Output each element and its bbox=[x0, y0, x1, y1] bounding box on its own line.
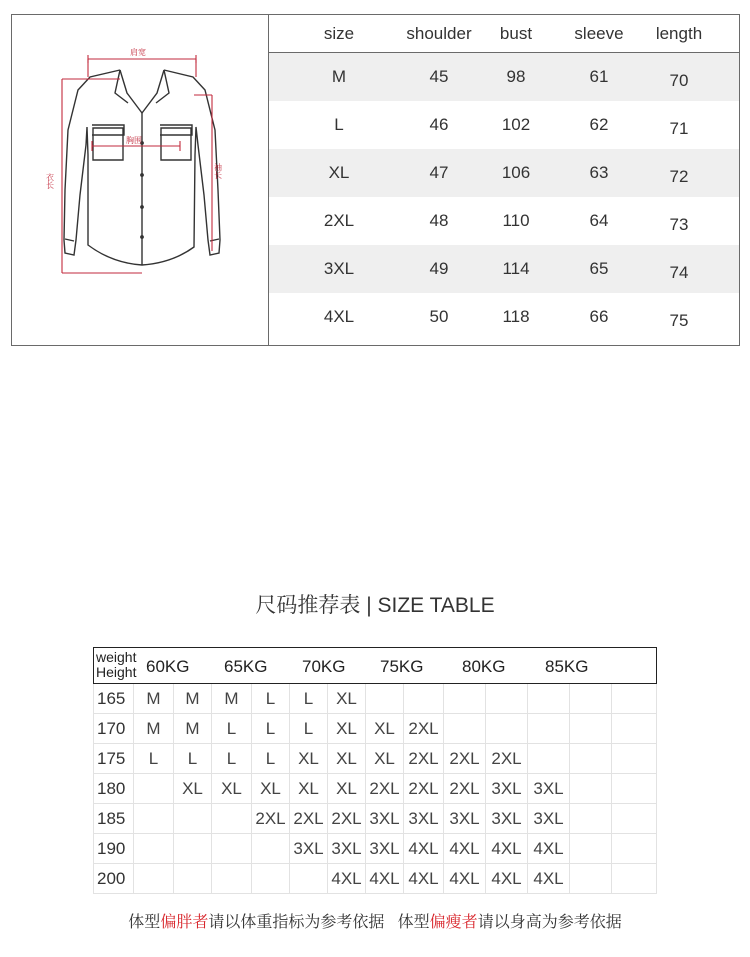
size-cell: XL bbox=[211, 774, 251, 803]
size-cell: 2XL bbox=[403, 774, 443, 803]
size-cell bbox=[173, 804, 211, 833]
size-cell: 3XL bbox=[485, 774, 527, 803]
measurement-shoulder-cell: 47 bbox=[429, 163, 449, 182]
height-label: 170 bbox=[93, 714, 133, 743]
measurement-header-row bbox=[269, 15, 739, 53]
size-cell bbox=[365, 684, 403, 713]
size-cell: L bbox=[211, 744, 251, 773]
size-cell bbox=[173, 864, 211, 893]
measurement-sleeve-cell: 64 bbox=[589, 211, 609, 230]
size-cell bbox=[403, 684, 443, 713]
label-sleeve: 袖长 bbox=[213, 163, 223, 179]
measurement-size-cell: M bbox=[331, 67, 347, 86]
size-cell bbox=[569, 744, 611, 773]
size-cell: 3XL bbox=[485, 804, 527, 833]
grid-edge bbox=[656, 744, 657, 773]
size-cell: 3XL bbox=[527, 774, 569, 803]
measurement-bust-cell: 114 bbox=[502, 259, 530, 278]
size-cell: 3XL bbox=[403, 804, 443, 833]
size-cell bbox=[569, 714, 611, 743]
size-cell: L bbox=[173, 744, 211, 773]
size-cell: 4XL bbox=[485, 834, 527, 863]
size-cell: L bbox=[251, 714, 289, 743]
measurement-bust-cell: 98 bbox=[506, 67, 526, 86]
size-cell bbox=[611, 864, 657, 893]
measurement-size-cell: 3XL bbox=[323, 259, 355, 278]
measurement-length-cell: 74 bbox=[669, 263, 689, 282]
size-cell: 4XL bbox=[365, 864, 403, 893]
shirt-diagram bbox=[12, 15, 269, 345]
shirt-outline bbox=[64, 70, 220, 265]
weight-85: 85KG bbox=[545, 657, 589, 676]
label-length: 衣长 bbox=[45, 173, 55, 189]
size-cell: 2XL bbox=[365, 774, 403, 803]
size-cell: L bbox=[251, 744, 289, 773]
height-label: 190 bbox=[93, 834, 133, 863]
size-cell: 3XL bbox=[327, 834, 365, 863]
footer-part1: 体型 bbox=[128, 914, 161, 931]
measurement-sleeve-cell: 63 bbox=[589, 163, 609, 182]
measurement-length-cell: 75 bbox=[669, 311, 689, 330]
measurement-size-cell: L bbox=[334, 115, 344, 134]
size-cell bbox=[611, 804, 657, 833]
size-cell: 3XL bbox=[365, 804, 403, 833]
measurement-length-cell: 71 bbox=[669, 119, 689, 138]
size-cell: M bbox=[133, 684, 173, 713]
size-cell: XL bbox=[327, 684, 365, 713]
size-cell bbox=[569, 834, 611, 863]
measurement-row bbox=[269, 293, 739, 341]
weight-75: 75KG bbox=[380, 657, 424, 676]
weight-70: 70KG bbox=[302, 657, 346, 676]
size-cell: 2XL bbox=[403, 744, 443, 773]
header-length: length bbox=[655, 23, 703, 43]
measurement-guides bbox=[62, 55, 212, 273]
size-cell bbox=[611, 744, 657, 773]
size-cell: 2XL bbox=[251, 804, 289, 833]
height-label: 180 bbox=[93, 774, 133, 803]
size-cell bbox=[251, 864, 289, 893]
measurement-size-cell: 2XL bbox=[323, 211, 355, 230]
size-cell bbox=[443, 684, 485, 713]
height-row bbox=[93, 834, 657, 864]
measurement-shoulder-cell: 49 bbox=[429, 259, 449, 278]
size-cell bbox=[569, 684, 611, 713]
weight-60: 60KG bbox=[146, 657, 190, 676]
measurement-size-cell: 4XL bbox=[323, 307, 355, 326]
grid-edge bbox=[656, 684, 657, 713]
grid-edge bbox=[656, 804, 657, 833]
size-cell: XL bbox=[365, 714, 403, 743]
footer-part5: 请以身高为参考依据 bbox=[477, 914, 622, 931]
size-cell: 4XL bbox=[443, 864, 485, 893]
height-label: 200 bbox=[93, 864, 133, 893]
size-cell: 2XL bbox=[443, 744, 485, 773]
weight-80: 80KG bbox=[462, 657, 506, 676]
size-cell bbox=[443, 714, 485, 743]
size-cell: 2XL bbox=[443, 774, 485, 803]
size-cell: XL bbox=[327, 774, 365, 803]
height-row bbox=[93, 864, 657, 894]
size-table-title: 尺码推荐表 | SIZE TABLE bbox=[255, 594, 495, 617]
size-cell: 4XL bbox=[443, 834, 485, 863]
measurement-row bbox=[269, 101, 739, 149]
size-cell: XL bbox=[327, 744, 365, 773]
header-sleeve: sleeve bbox=[574, 23, 624, 43]
size-cell: 3XL bbox=[289, 834, 327, 863]
size-cell bbox=[527, 684, 569, 713]
size-cell bbox=[173, 834, 211, 863]
size-cell bbox=[569, 864, 611, 893]
size-cell: 4XL bbox=[403, 834, 443, 863]
size-cell: XL bbox=[173, 774, 211, 803]
size-cell bbox=[527, 714, 569, 743]
size-cell: L bbox=[211, 714, 251, 743]
size-cell bbox=[211, 804, 251, 833]
measurement-shoulder-cell: 48 bbox=[429, 211, 449, 230]
weight-header-row bbox=[93, 647, 657, 684]
measurement-length-cell: 73 bbox=[669, 215, 689, 234]
size-cell bbox=[251, 834, 289, 863]
size-cell bbox=[485, 714, 527, 743]
height-label: 175 bbox=[93, 744, 133, 773]
shirt-illustration bbox=[12, 15, 268, 345]
label-bust: 胸围 bbox=[126, 136, 142, 145]
corner-height: Height bbox=[96, 664, 137, 680]
size-cell: M bbox=[133, 714, 173, 743]
measurement-shoulder-cell: 45 bbox=[429, 67, 449, 86]
size-cell: 2XL bbox=[327, 804, 365, 833]
footer-highlight-slim: 偏瘦者 bbox=[429, 914, 478, 931]
footer-note bbox=[0, 909, 750, 932]
size-cell: L bbox=[289, 684, 327, 713]
size-cell bbox=[133, 774, 173, 803]
header-shoulder: shoulder bbox=[406, 23, 472, 43]
size-cell bbox=[211, 834, 251, 863]
size-cell: XL bbox=[251, 774, 289, 803]
size-cell: XL bbox=[327, 714, 365, 743]
grid-edge bbox=[656, 864, 657, 893]
measurement-sleeve-cell: 62 bbox=[589, 115, 609, 134]
size-cell bbox=[289, 864, 327, 893]
measurement-row bbox=[269, 149, 739, 197]
height-label: 165 bbox=[93, 684, 133, 713]
size-cell bbox=[133, 804, 173, 833]
size-cell: 4XL bbox=[527, 834, 569, 863]
size-cell: XL bbox=[289, 744, 327, 773]
measurement-row bbox=[269, 197, 739, 245]
size-cell bbox=[485, 684, 527, 713]
height-row bbox=[93, 714, 657, 744]
footer-part3: 请以体重指标为参考依据 体型 bbox=[208, 914, 430, 931]
size-cell: 4XL bbox=[527, 864, 569, 893]
size-cell: 2XL bbox=[485, 744, 527, 773]
measurement-bust-cell: 110 bbox=[502, 211, 530, 230]
measurement-sleeve-cell: 61 bbox=[589, 67, 609, 86]
corner-label bbox=[96, 650, 136, 680]
height-row bbox=[93, 774, 657, 804]
height-row bbox=[93, 744, 657, 774]
size-cell bbox=[611, 774, 657, 803]
size-cell: M bbox=[173, 684, 211, 713]
size-cell bbox=[211, 864, 251, 893]
size-cell: 3XL bbox=[527, 804, 569, 833]
size-cell: 3XL bbox=[443, 804, 485, 833]
corner-weight: weight bbox=[96, 649, 137, 665]
height-row bbox=[93, 684, 657, 714]
size-cell: 4XL bbox=[403, 864, 443, 893]
measurement-bust-cell: 106 bbox=[501, 163, 531, 182]
size-cell: M bbox=[211, 684, 251, 713]
size-cell bbox=[611, 714, 657, 743]
measurement-length-cell: 72 bbox=[669, 167, 689, 186]
size-cell: M bbox=[173, 714, 211, 743]
size-cell bbox=[527, 744, 569, 773]
grid-edge bbox=[656, 834, 657, 863]
size-cell bbox=[133, 834, 173, 863]
measurement-row bbox=[269, 245, 739, 293]
height-label: 185 bbox=[93, 804, 133, 833]
size-cell bbox=[611, 684, 657, 713]
size-cell: 4XL bbox=[327, 864, 365, 893]
size-cell: XL bbox=[289, 774, 327, 803]
size-cell bbox=[569, 804, 611, 833]
measurement-bust-cell: 102 bbox=[501, 115, 531, 134]
size-cell: L bbox=[251, 684, 289, 713]
grid-edge bbox=[656, 714, 657, 743]
size-cell bbox=[133, 864, 173, 893]
measurement-size-cell: XL bbox=[328, 163, 350, 182]
measurement-row bbox=[269, 53, 739, 101]
header-bust: bust bbox=[499, 23, 533, 43]
size-cell bbox=[569, 774, 611, 803]
size-cell: XL bbox=[365, 744, 403, 773]
size-recommendation-grid bbox=[93, 647, 657, 894]
measurement-bust-cell: 118 bbox=[502, 307, 530, 326]
size-cell bbox=[611, 834, 657, 863]
measurement-sleeve-cell: 66 bbox=[589, 307, 609, 326]
measurement-table bbox=[11, 14, 740, 346]
measurement-shoulder-cell: 46 bbox=[429, 115, 449, 134]
size-cell: L bbox=[133, 744, 173, 773]
measurement-length-cell: 70 bbox=[669, 71, 689, 90]
measurement-grid bbox=[269, 15, 739, 341]
header-size: size bbox=[323, 23, 355, 43]
measurement-shoulder-cell: 50 bbox=[429, 307, 449, 326]
weight-65: 65KG bbox=[224, 657, 268, 676]
label-shoulder: 肩宽 bbox=[130, 48, 146, 57]
size-cell: 4XL bbox=[485, 864, 527, 893]
measurement-sleeve-cell: 65 bbox=[589, 259, 609, 278]
size-cell: L bbox=[289, 714, 327, 743]
grid-edge bbox=[656, 774, 657, 803]
size-cell: 2XL bbox=[289, 804, 327, 833]
height-row bbox=[93, 804, 657, 834]
footer-highlight-heavy: 偏胖者 bbox=[160, 914, 209, 931]
size-cell: 2XL bbox=[403, 714, 443, 743]
size-cell: 3XL bbox=[365, 834, 403, 863]
